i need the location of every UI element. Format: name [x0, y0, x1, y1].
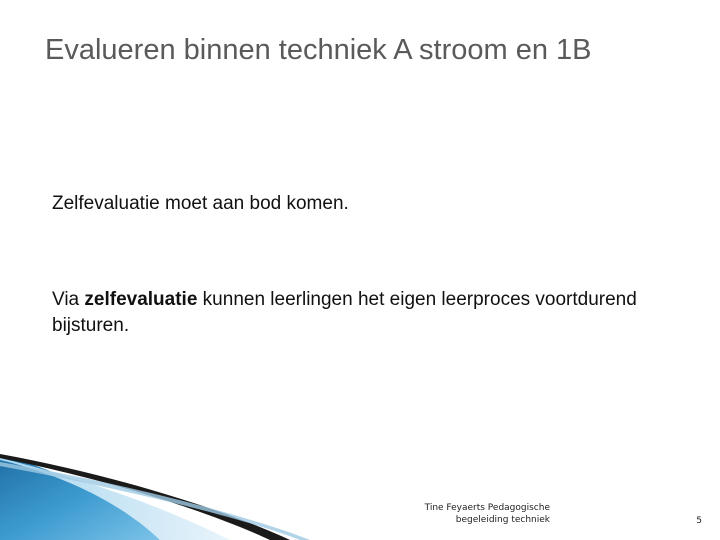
slide-title: Evalueren binnen techniek A stroom en 1B: [45, 34, 592, 66]
paragraph-emphasis: zelfevaluatie: [84, 289, 198, 310]
paragraph-prefix: Via: [52, 289, 85, 310]
footer-author-line1: Tine Feyaerts Pedagogische: [424, 503, 550, 513]
page-number: 5: [696, 516, 702, 526]
paragraph-self-evaluation: Zelfevaluatie moet aan bod komen.: [52, 193, 349, 214]
paragraph-suffix: kunnen leerlingen het eigen leerproces voortdurend bijsturen.: [52, 289, 637, 336]
decorative-corner-swoosh: [0, 440, 400, 540]
footer-author: [360, 502, 550, 526]
paragraph-self-evaluation-purpose: [52, 287, 682, 339]
footer-author-line2: begeleiding techniek: [455, 515, 550, 525]
